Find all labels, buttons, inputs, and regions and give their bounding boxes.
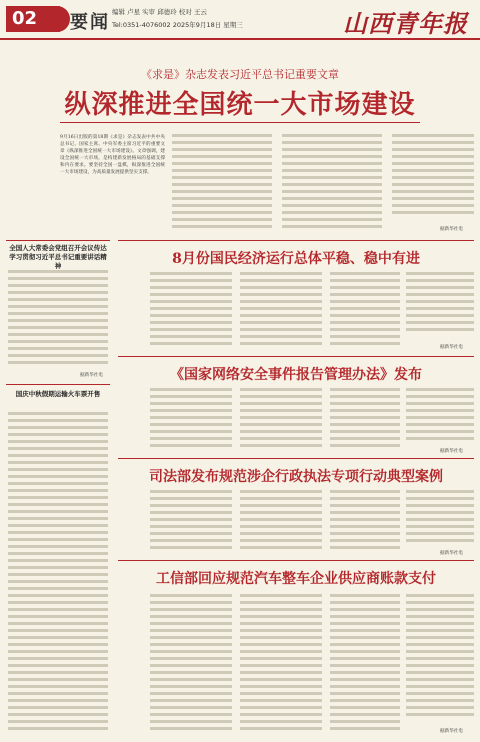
lead-body-column bbox=[282, 134, 382, 234]
story2-body bbox=[406, 388, 474, 444]
story3-body bbox=[240, 490, 322, 556]
story3-source: 据新华社电 bbox=[440, 551, 463, 556]
masthead-logo: 山西青年报 bbox=[343, 9, 468, 38]
divider bbox=[60, 122, 420, 123]
lead-headline: 纵深推进全国统一大市场建设 bbox=[64, 90, 416, 120]
story4-body bbox=[240, 594, 322, 734]
story2-body bbox=[150, 388, 232, 454]
story2-body bbox=[330, 388, 400, 454]
page-number: 02 bbox=[6, 6, 60, 32]
divider bbox=[118, 240, 474, 241]
story2-body bbox=[240, 388, 322, 454]
lead-source: 据新华社电 bbox=[440, 227, 463, 232]
left-story2-body bbox=[8, 412, 108, 732]
left-story1-title: 全国人大常委会党组召开会议传达学习贯彻习近平总书记重要讲话精神 bbox=[9, 244, 107, 270]
story2-source: 据新华社电 bbox=[440, 449, 463, 454]
story4-body bbox=[406, 594, 474, 722]
story3-body bbox=[406, 490, 474, 546]
divider bbox=[118, 560, 474, 561]
story3-body bbox=[330, 490, 400, 556]
divider bbox=[6, 240, 110, 241]
story1-body bbox=[406, 272, 474, 338]
date-line: Tel:0351-4076002 2025年9月18日 星期三 bbox=[112, 21, 243, 29]
story2-title: 《国家网络安全事件报告管理办法》发布 bbox=[170, 367, 422, 383]
left-story2-title: 国庆中秋假期运输火车票开售 bbox=[15, 390, 101, 398]
page-header bbox=[0, 0, 480, 40]
story4-title: 工信部回应规范汽车整车企业供应商账款支付 bbox=[156, 571, 436, 587]
story1-body bbox=[240, 272, 322, 352]
story1-body bbox=[330, 272, 400, 352]
story3-body bbox=[150, 490, 232, 556]
story1-source: 据新华社电 bbox=[440, 345, 463, 350]
divider bbox=[6, 384, 110, 385]
lead-body-column bbox=[392, 134, 474, 224]
story1-body bbox=[150, 272, 232, 352]
story1-title: 8月份国民经济运行总体平稳、稳中有进 bbox=[172, 251, 420, 267]
section-name: 要闻 bbox=[70, 12, 110, 33]
story4-source: 据新华社电 bbox=[440, 729, 463, 734]
lead-body-column bbox=[172, 134, 272, 234]
left-story1-body bbox=[8, 270, 108, 370]
lead-body-text: 9月16日出版的第18期《求是》杂志发表中共中央总书记、国家主席、中央军委主席习近平的重要文章《纵深推进全国统一大市场建设》。文章强调，建设全国统一大市场，是构建新发展格局的基础支撑和内在要求。要坚持全国一盘棋，纵深推进全国统一大市场建设，为高质量发展提供坚实支撑。 bbox=[60, 135, 165, 175]
left-story1-source: 据新华社电 bbox=[80, 373, 103, 378]
divider bbox=[118, 458, 474, 459]
editor-line: 编辑 卢星 实审 邱德玲 校对 王云 bbox=[112, 8, 207, 16]
story4-body bbox=[330, 594, 400, 734]
lead-kicker: 《求是》杂志发表习近平总书记重要文章 bbox=[141, 68, 339, 81]
story4-body bbox=[150, 594, 232, 734]
divider bbox=[118, 356, 474, 357]
story3-title: 司法部发布规范涉企行政执法专项行动典型案例 bbox=[149, 469, 443, 485]
